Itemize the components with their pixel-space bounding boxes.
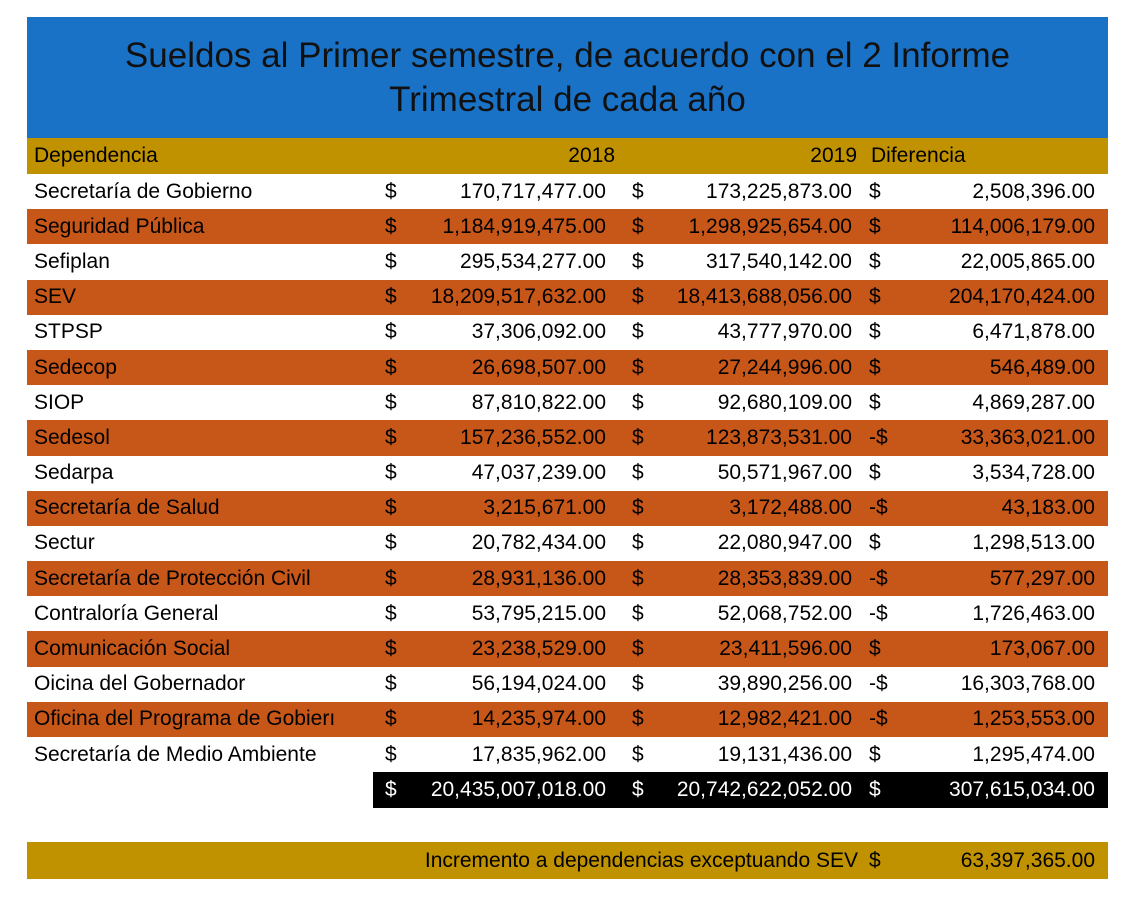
currency-2019: $ — [632, 285, 644, 309]
dependencia-cell: Sefiplan — [34, 249, 110, 273]
currency-2018: $ — [385, 637, 397, 661]
value-2019: 23,411,596.00 — [719, 637, 852, 661]
header-2019: 2019 — [810, 144, 857, 167]
currency-diff: $ — [869, 320, 881, 344]
value-2018: 23,238,529.00 — [471, 637, 606, 661]
currency-2018: $ — [385, 531, 397, 555]
title-line-1: Sueldos al Primer semestre, de acuerdo con el 2 Informe — [124, 35, 1011, 75]
table-row — [27, 702, 1108, 737]
value-2019: 18,413,688,056.00 — [676, 285, 852, 309]
value-2018: 157,236,552.00 — [460, 425, 606, 449]
currency-2018: $ — [385, 285, 397, 309]
dependencia-cell: STPSP — [34, 320, 103, 344]
increment-label: Incremento a dependencias exceptuando SEV — [424, 848, 858, 872]
currency-2018: $ — [385, 601, 397, 625]
table-body — [27, 174, 1108, 772]
currency-diff: $ — [869, 355, 881, 379]
table-row — [27, 596, 1108, 631]
currency-2019: $ — [632, 672, 644, 696]
value-2018: 87,810,822.00 — [471, 390, 606, 414]
value-diff: 33,363,021.00 — [960, 425, 1095, 449]
table-row — [27, 526, 1108, 561]
currency-2019: $ — [632, 531, 644, 555]
table-row — [27, 209, 1108, 244]
dependencia-cell: Secretaría de Medio Ambiente — [34, 742, 317, 766]
value-2018: 295,534,277.00 — [460, 249, 606, 273]
dependencia-cell: SIOP — [34, 390, 85, 414]
value-2019: 39,890,256.00 — [717, 672, 852, 696]
currency-2019: $ — [632, 637, 644, 661]
currency-2019: $ — [632, 566, 644, 590]
dependencia-cell: Seguridad Pública — [34, 214, 205, 238]
currency-diff: -$ — [869, 707, 888, 731]
dependencia-cell: Comunicación Social — [34, 637, 231, 661]
table-row — [27, 350, 1108, 385]
currency-2019: $ — [632, 461, 644, 485]
currency-diff: $ — [869, 637, 881, 661]
currency-2018: $ — [385, 390, 397, 414]
value-diff: 1,295,474.00 — [972, 742, 1095, 766]
value-diff: 1,726,463.00 — [972, 601, 1095, 625]
dependencia-cell: Sectur — [34, 531, 95, 555]
value-diff: 6,471,878.00 — [972, 320, 1095, 344]
total-diff-currency: $ — [869, 778, 881, 802]
value-2019: 43,777,970.00 — [717, 320, 852, 344]
value-2018: 37,306,092.00 — [471, 320, 606, 344]
currency-diff: $ — [869, 179, 881, 203]
dependencia-cell: Sedesol — [34, 425, 110, 449]
currency-diff: -$ — [869, 425, 888, 449]
currency-diff: -$ — [869, 601, 888, 625]
currency-2019: $ — [632, 742, 644, 766]
currency-2018: $ — [385, 179, 397, 203]
value-2018: 170,717,477.00 — [460, 179, 606, 203]
dependencia-cell: Sedecop — [34, 355, 117, 379]
currency-diff: -$ — [869, 672, 888, 696]
value-2019: 92,680,109.00 — [717, 390, 852, 414]
table-row — [27, 280, 1108, 315]
value-2019: 173,225,873.00 — [706, 179, 852, 203]
currency-2018: $ — [385, 249, 397, 273]
currency-2019: $ — [632, 425, 644, 449]
total-2018: 20,435,007,018.00 — [430, 778, 606, 802]
value-diff: 577,297.00 — [989, 566, 1095, 590]
dependencia-cell: Secretaría de Gobierno — [34, 179, 253, 203]
currency-diff: $ — [869, 531, 881, 555]
dependencia-cell: Oicina del Gobernador — [34, 672, 246, 696]
increment-value: 63,397,365.00 — [960, 848, 1095, 872]
salaries-table — [27, 17, 1108, 808]
value-2018: 47,037,239.00 — [471, 461, 606, 485]
currency-diff: $ — [869, 742, 881, 766]
value-2018: 28,931,136.00 — [471, 566, 606, 590]
currency-2019: $ — [632, 249, 644, 273]
table-row — [27, 491, 1108, 526]
currency-diff: -$ — [869, 496, 888, 520]
table-row — [27, 385, 1108, 420]
table-row — [27, 315, 1108, 350]
value-2018: 17,835,962.00 — [471, 742, 606, 766]
currency-2019: $ — [632, 355, 644, 379]
total-2019: 20,742,622,052.00 — [676, 778, 852, 802]
increment-row — [27, 842, 1108, 879]
value-diff: 204,170,424.00 — [949, 285, 1095, 309]
table-row — [27, 561, 1108, 596]
value-2019: 50,571,967.00 — [717, 461, 852, 485]
value-2018: 14,235,974.00 — [471, 707, 606, 731]
value-diff: 1,298,513.00 — [972, 531, 1095, 555]
dependencia-cell: SEV — [34, 285, 77, 309]
value-2019: 22,080,947.00 — [717, 531, 852, 555]
value-2019: 52,068,752.00 — [717, 601, 852, 625]
title-line-2: Trimestral de cada año — [389, 79, 746, 119]
header-2018: 2018 — [568, 144, 615, 167]
currency-diff: $ — [869, 390, 881, 414]
value-2019: 317,540,142.00 — [706, 249, 852, 273]
currency-2019: $ — [632, 707, 644, 731]
currency-2019: $ — [632, 179, 644, 203]
increment-currency: $ — [869, 848, 881, 872]
dependencia-cell: Contraloría General — [34, 601, 219, 625]
currency-diff: $ — [869, 461, 881, 485]
value-diff: 114,006,179.00 — [950, 214, 1095, 238]
currency-2018: $ — [385, 742, 397, 766]
value-2018: 53,795,215.00 — [471, 601, 606, 625]
value-2019: 3,172,488.00 — [729, 496, 852, 520]
value-diff: 4,869,287.00 — [972, 390, 1095, 414]
value-2019: 27,244,996.00 — [717, 355, 852, 379]
currency-2019: $ — [632, 390, 644, 414]
total-2019-currency: $ — [632, 778, 644, 802]
currency-2018: $ — [385, 214, 397, 238]
table-row — [27, 456, 1108, 491]
header-diferencia: Diferencia — [871, 144, 966, 167]
dependencia-cell: Secretaría de Salud — [34, 496, 220, 520]
currency-2019: $ — [632, 601, 644, 625]
value-2019: 1,298,925,654.00 — [688, 214, 852, 238]
table-row — [27, 737, 1108, 772]
dependencia-cell: Oficina del Programa de Gobierı — [34, 707, 336, 731]
table-row — [27, 420, 1108, 455]
value-2019: 19,131,436.00 — [717, 742, 852, 766]
currency-2018: $ — [385, 355, 397, 379]
value-2019: 123,873,531.00 — [706, 425, 852, 449]
currency-2018: $ — [385, 707, 397, 731]
totals-row — [27, 772, 1108, 808]
value-2018: 56,194,024.00 — [471, 672, 606, 696]
currency-diff: $ — [869, 285, 881, 309]
dependencia-cell: Secretaría de Protección Civil — [34, 566, 311, 590]
currency-2019: $ — [632, 214, 644, 238]
table-row — [27, 631, 1108, 666]
value-2019: 28,353,839.00 — [717, 566, 852, 590]
table-row — [27, 174, 1108, 209]
table-title — [27, 17, 1108, 138]
value-2018: 1,184,919,475.00 — [442, 214, 606, 238]
currency-diff: $ — [869, 214, 881, 238]
currency-2019: $ — [632, 320, 644, 344]
value-diff: 43,183.00 — [1001, 496, 1095, 520]
value-diff: 22,005,865.00 — [960, 249, 1095, 273]
currency-2019: $ — [632, 496, 644, 520]
value-diff: 16,303,768.00 — [960, 672, 1095, 696]
header-dependencia: Dependencia — [34, 144, 158, 167]
value-diff: 3,534,728.00 — [972, 461, 1095, 485]
table-row — [27, 244, 1108, 279]
currency-diff: -$ — [869, 566, 888, 590]
value-2018: 18,209,517,632.00 — [430, 285, 606, 309]
header-row — [27, 138, 1108, 174]
total-diff: 307,615,034.00 — [949, 778, 1095, 802]
value-2018: 20,782,434.00 — [471, 531, 606, 555]
currency-2018: $ — [385, 672, 397, 696]
table-row — [27, 667, 1108, 702]
currency-2018: $ — [385, 425, 397, 449]
currency-diff: $ — [869, 249, 881, 273]
currency-2018: $ — [385, 320, 397, 344]
value-2019: 12,982,421.00 — [717, 707, 852, 731]
currency-2018: $ — [385, 461, 397, 485]
total-2018-currency: $ — [385, 778, 397, 802]
currency-2018: $ — [385, 566, 397, 590]
dependencia-cell: Sedarpa — [34, 461, 114, 485]
currency-2018: $ — [385, 496, 397, 520]
value-diff: 2,508,396.00 — [972, 179, 1095, 203]
value-2018: 26,698,507.00 — [471, 355, 606, 379]
value-diff: 173,067.00 — [989, 637, 1095, 661]
value-diff: 546,489.00 — [989, 355, 1095, 379]
value-diff: 1,253,553.00 — [972, 707, 1095, 731]
value-2018: 3,215,671.00 — [483, 496, 606, 520]
